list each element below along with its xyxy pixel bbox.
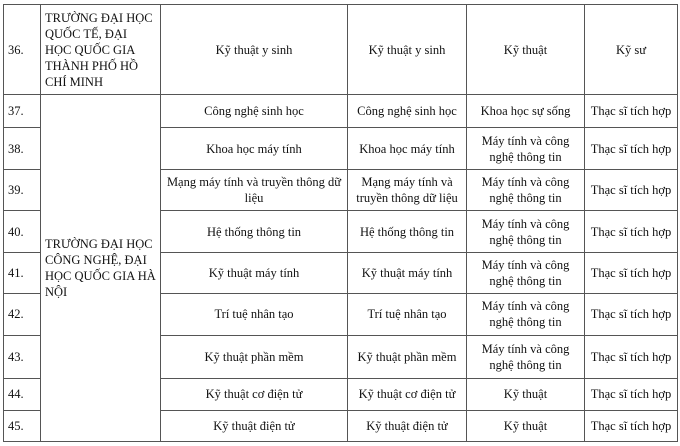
major-name: Trí tuệ nhân tạo (348, 293, 467, 335)
field-name: Máy tính và công nghệ thông tin (467, 252, 585, 293)
field-name: Máy tính và công nghệ thông tin (467, 211, 585, 252)
major-name: Kỹ thuật y sinh (348, 5, 467, 95)
major-name: Hệ thống thông tin (348, 211, 467, 252)
degree-name: Thạc sĩ tích hợp (585, 410, 678, 441)
row-number: 38. (4, 128, 41, 170)
degree-name: Thạc sĩ tích hợp (585, 170, 678, 211)
program-name: Kỹ thuật y sinh (161, 5, 348, 95)
row-number: 42. (4, 293, 41, 335)
row-number: 41. (4, 252, 41, 293)
field-name: Khoa học sự sống (467, 95, 585, 128)
program-name: Khoa học máy tính (161, 128, 348, 170)
program-name: Kỹ thuật máy tính (161, 252, 348, 293)
field-name: Kỹ thuật (467, 410, 585, 441)
degree-name: Thạc sĩ tích hợp (585, 211, 678, 252)
row-number: 43. (4, 335, 41, 378)
major-name: Mạng máy tính và truyền thông dữ liệu (348, 170, 467, 211)
program-name: Kỹ thuật cơ điện tử (161, 378, 348, 410)
university-name: TRƯỜNG ĐẠI HỌC QUỐC TẾ, ĐẠI HỌC QUỐC GIA THÀNH PHỐ HỒ CHÍ MINH (41, 5, 161, 95)
major-name: Khoa học máy tính (348, 128, 467, 170)
program-name: Trí tuệ nhân tạo (161, 293, 348, 335)
programs-table (3, 4, 678, 442)
field-name: Kỹ thuật (467, 378, 585, 410)
table-row (4, 5, 678, 95)
degree-name: Thạc sĩ tích hợp (585, 335, 678, 378)
university-name: TRƯỜNG ĐẠI HỌC CÔNG NGHỆ, ĐẠI HỌC QUỐC GIA HÀ NỘI (41, 95, 161, 442)
field-name: Máy tính và công nghệ thông tin (467, 335, 585, 378)
row-number: 40. (4, 211, 41, 252)
degree-name: Thạc sĩ tích hợp (585, 95, 678, 128)
field-name: Máy tính và công nghệ thông tin (467, 128, 585, 170)
row-number: 45. (4, 410, 41, 441)
major-name: Kỹ thuật điện tử (348, 410, 467, 441)
degree-name: Thạc sĩ tích hợp (585, 252, 678, 293)
degree-name: Thạc sĩ tích hợp (585, 378, 678, 410)
major-name: Kỹ thuật máy tính (348, 252, 467, 293)
program-name: Công nghệ sinh học (161, 95, 348, 128)
degree-name: Thạc sĩ tích hợp (585, 128, 678, 170)
program-name: Hệ thống thông tin (161, 211, 348, 252)
degree-name: Thạc sĩ tích hợp (585, 293, 678, 335)
major-name: Kỹ thuật cơ điện tử (348, 378, 467, 410)
row-number: 37. (4, 95, 41, 128)
program-name: Kỹ thuật điện tử (161, 410, 348, 441)
field-name: Máy tính và công nghệ thông tin (467, 293, 585, 335)
field-name: Máy tính và công nghệ thông tin (467, 170, 585, 211)
row-number: 36. (4, 5, 41, 95)
program-name: Kỹ thuật phần mềm (161, 335, 348, 378)
table-row (4, 95, 678, 128)
major-name: Kỹ thuật phần mềm (348, 335, 467, 378)
degree-name: Kỹ sư (585, 5, 678, 95)
row-number: 39. (4, 170, 41, 211)
major-name: Công nghệ sinh học (348, 95, 467, 128)
field-name: Kỹ thuật (467, 5, 585, 95)
row-number: 44. (4, 378, 41, 410)
program-name: Mạng máy tính và truyền thông dữ liệu (161, 170, 348, 211)
